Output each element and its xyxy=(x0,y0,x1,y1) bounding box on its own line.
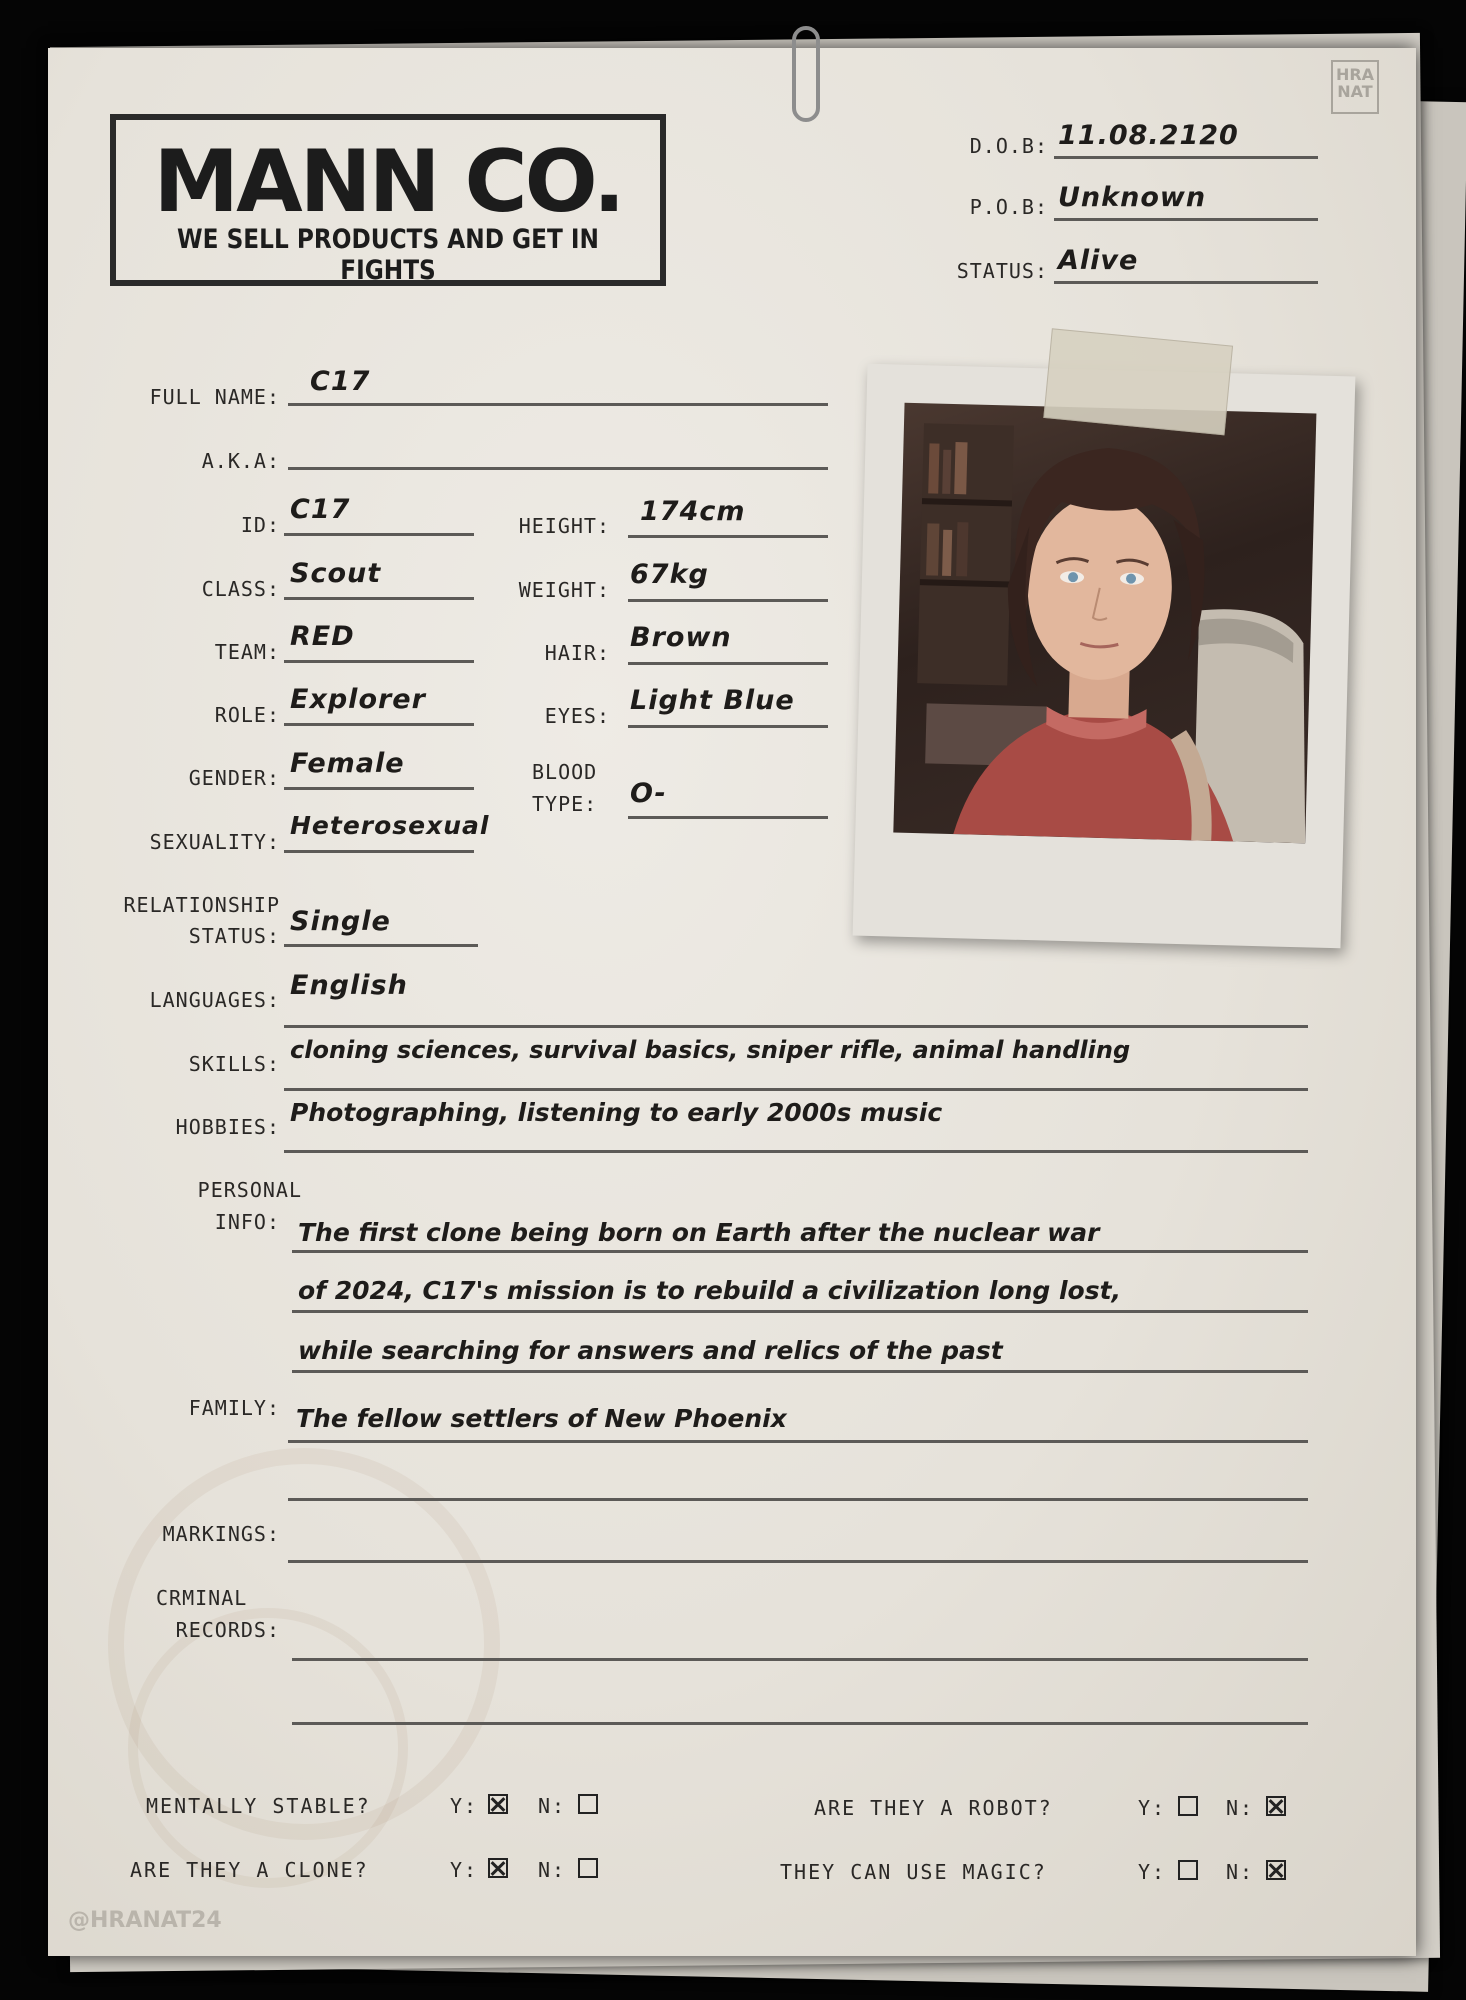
languages-value: English xyxy=(290,970,408,1001)
hair-label: HAIR: xyxy=(544,641,610,665)
relationship-status-label: STATUS: xyxy=(188,924,280,948)
hobbies-line xyxy=(284,1150,1308,1153)
yes-label: Y: xyxy=(1138,1796,1167,1820)
full-name-value: C17 xyxy=(310,366,371,397)
character-portrait xyxy=(893,403,1316,844)
personal-info-rule-1 xyxy=(292,1250,1308,1253)
class-value: Scout xyxy=(290,558,382,589)
personal-info-rule-2 xyxy=(292,1310,1308,1313)
id-label: ID: xyxy=(240,513,280,537)
role-label: ROLE: xyxy=(214,703,280,727)
pob-value: Unknown xyxy=(1058,182,1207,213)
role-line xyxy=(284,723,474,726)
id-line xyxy=(284,533,474,536)
height-label: HEIGHT: xyxy=(518,514,610,538)
question-mentally-stable: MENTALLY STABLE? xyxy=(146,1794,371,1818)
paperclip-icon xyxy=(792,26,820,122)
criminal-line xyxy=(292,1658,1308,1661)
personal-info-line-1: The first clone being born on Earth after the nuclear war xyxy=(298,1218,1100,1247)
personal-info-rule-3 xyxy=(292,1370,1308,1373)
status-line xyxy=(1054,281,1318,284)
dob-line xyxy=(1054,156,1318,159)
weight-line xyxy=(628,599,828,602)
no-label: N: xyxy=(538,1794,567,1818)
blood-label: BLOOD xyxy=(532,760,598,784)
criminal-line-2 xyxy=(292,1722,1308,1725)
relationship-line xyxy=(284,944,478,947)
gender-line xyxy=(284,787,474,790)
clone-yes-checkbox[interactable] xyxy=(488,1858,508,1878)
artist-badge: HRA NAT xyxy=(1331,60,1379,114)
yes-label: Y: xyxy=(450,1858,479,1882)
sexuality-label: SEXUALITY: xyxy=(149,830,280,854)
markings-label: MARKINGS: xyxy=(162,1522,280,1546)
personal-info-line-2: of 2024, C17's mission is to rebuild a civilization long lost, xyxy=(298,1276,1122,1305)
criminal-label: CRMINAL xyxy=(156,1586,248,1610)
family-label: FAMILY: xyxy=(188,1396,280,1420)
id-value: C17 xyxy=(290,494,351,525)
skills-line xyxy=(284,1088,1308,1091)
tape-strip xyxy=(1043,328,1233,435)
status-label: STATUS: xyxy=(956,259,1048,283)
blood-type-label: TYPE: xyxy=(532,792,598,816)
polaroid-photo xyxy=(853,364,1356,949)
mentally-stable-no-checkbox[interactable] xyxy=(578,1794,598,1814)
family-line xyxy=(288,1440,1308,1443)
yes-label: Y: xyxy=(1138,1860,1167,1884)
robot-no-checkbox[interactable] xyxy=(1266,1796,1286,1816)
no-label: N: xyxy=(1226,1860,1255,1884)
class-label: CLASS: xyxy=(201,577,280,601)
no-label: N: xyxy=(538,1858,567,1882)
criminal-records-label: RECORDS: xyxy=(175,1618,280,1642)
hair-value: Brown xyxy=(630,622,732,653)
magic-no-checkbox[interactable] xyxy=(1266,1860,1286,1880)
personal-label: PERSONAL xyxy=(197,1178,302,1202)
hobbies-value: Photographing, listening to early 2000s music xyxy=(290,1098,943,1127)
dob-value: 11.08.2120 xyxy=(1058,120,1239,151)
mentally-stable-yes-checkbox[interactable] xyxy=(488,1794,508,1814)
pob-line xyxy=(1054,218,1318,221)
robot-yes-checkbox[interactable] xyxy=(1178,1796,1198,1816)
aka-label: A.K.A: xyxy=(201,449,280,473)
logo-title: MANN CO. xyxy=(153,132,623,232)
eyes-line xyxy=(628,725,828,728)
clone-no-checkbox[interactable] xyxy=(578,1858,598,1878)
hobbies-label: HOBBIES: xyxy=(175,1115,280,1139)
coffee-stain xyxy=(128,1608,408,1888)
team-value: RED xyxy=(290,621,355,652)
eyes-label: EYES: xyxy=(544,704,610,728)
blood-type-line xyxy=(628,816,828,819)
sexuality-value: Heterosexual xyxy=(290,811,490,840)
logo-tagline: WE SELL PRODUCTS AND GET IN FIGHTS xyxy=(177,224,599,286)
eyes-value: Light Blue xyxy=(630,685,795,716)
sexuality-line xyxy=(284,850,474,853)
status-value: Alive xyxy=(1058,245,1139,276)
weight-label: WEIGHT: xyxy=(518,578,610,602)
question-magic: THEY CAN USE MAGIC? xyxy=(780,1860,1047,1884)
gender-value: Female xyxy=(290,748,405,779)
full-name-line xyxy=(288,403,828,406)
personal-info-line-3: while searching for answers and relics of the past xyxy=(298,1336,1003,1365)
magic-yes-checkbox[interactable] xyxy=(1178,1860,1198,1880)
dossier-sheet xyxy=(48,48,1416,1956)
pob-label: P.O.B: xyxy=(969,195,1048,219)
relationship-label: RELATIONSHIP xyxy=(123,893,280,917)
personal-info-label: INFO: xyxy=(214,1210,280,1234)
role-value: Explorer xyxy=(290,684,426,715)
weight-value: 67kg xyxy=(630,559,709,590)
skills-label: SKILLS: xyxy=(188,1052,280,1076)
relationship-value: Single xyxy=(290,906,391,937)
languages-line xyxy=(284,1025,1308,1028)
dob-label: D.O.B: xyxy=(969,134,1048,158)
markings-line xyxy=(288,1560,1308,1563)
question-clone: ARE THEY A CLONE? xyxy=(130,1858,369,1882)
blood-type-value: O- xyxy=(630,778,667,809)
family-value: The fellow settlers of New Phoenix xyxy=(296,1404,787,1433)
class-line xyxy=(284,597,474,600)
hair-line xyxy=(628,662,828,665)
team-label: TEAM: xyxy=(214,640,280,664)
gender-label: GENDER: xyxy=(188,766,280,790)
question-robot: ARE THEY A ROBOT? xyxy=(814,1796,1053,1820)
company-logo xyxy=(110,114,666,286)
height-value: 174cm xyxy=(640,496,746,527)
family-line-2 xyxy=(288,1498,1308,1501)
height-line xyxy=(628,535,828,538)
team-line xyxy=(284,660,474,663)
aka-line xyxy=(288,467,828,470)
skills-value: cloning sciences, survival basics, sniper rifle, animal handling xyxy=(290,1036,1131,1064)
no-label: N: xyxy=(1226,1796,1255,1820)
full-name-label: FULL NAME: xyxy=(149,385,280,409)
artist-watermark: @HRANAT24 xyxy=(68,1908,222,1933)
yes-label: Y: xyxy=(450,1794,479,1818)
languages-label: LANGUAGES: xyxy=(149,988,280,1012)
